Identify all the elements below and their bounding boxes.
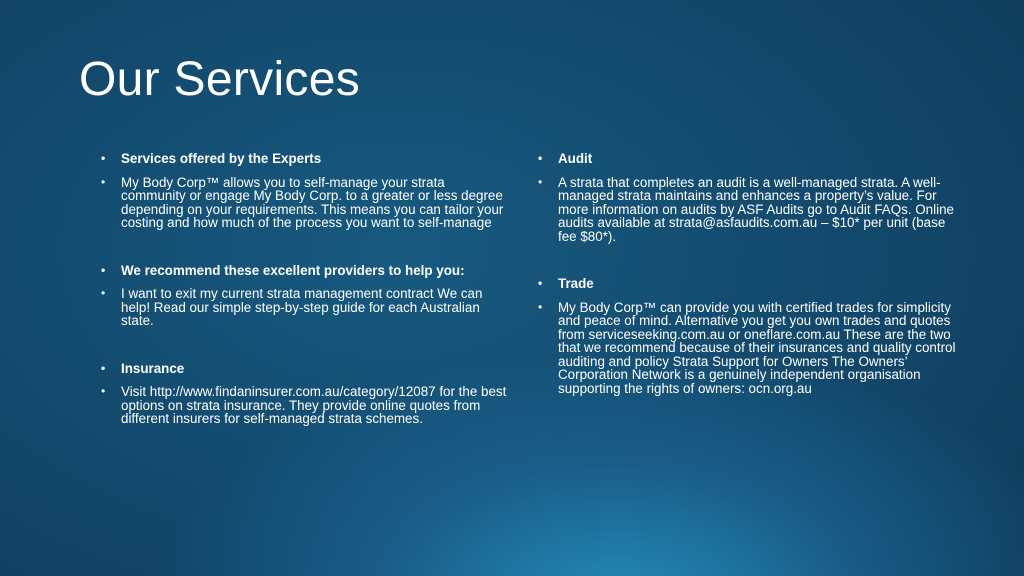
bullet-text: My Body Corp™ can provide you with certified trades for simplicity and peace of mind. Alternative you get you own trades and quotes from serviceseeking.com.au or oneflare.com.au These are the two that we recommend because of their insurances and quality control auditing and policy Strata Support for Owners The Owners’ Corporation Network is a genuinely independent organisation supporting the rights of owners: ocn.org.au bbox=[558, 299, 956, 396]
right-column bbox=[537, 152, 957, 395]
bullet-text: Services offered by the Experts bbox=[121, 151, 322, 166]
bullet-icon: • bbox=[101, 384, 106, 398]
bullet-heading-services bbox=[100, 152, 510, 166]
bullet-body-trade bbox=[537, 301, 957, 396]
right-bullet-list bbox=[537, 152, 957, 395]
bullet-text: My Body Corp™ allows you to self-manage your strata community or engage My Body Corp. to a greater or less degree depending on your requirements. This means you can tailor your costing and how much of the process you want to self-manage bbox=[121, 174, 504, 230]
bullet-heading-providers bbox=[100, 264, 510, 278]
bullet-text: Insurance bbox=[121, 360, 185, 376]
bullet-icon: • bbox=[538, 174, 543, 189]
bullet-icon: • bbox=[101, 360, 106, 375]
bullet-icon: • bbox=[101, 151, 106, 165]
bullet-text: Trade bbox=[558, 276, 594, 291]
bullet-heading-insurance bbox=[100, 362, 510, 376]
bullet-text: Visit http://www.findaninsurer.com.au/category/12087 for the best options on strata insurance. They provide online quotes from different insurers for self-managed strata schemes. bbox=[121, 384, 507, 426]
spacer bbox=[100, 230, 510, 264]
bullet-icon: • bbox=[101, 174, 106, 189]
slide-title: Our Services bbox=[79, 53, 361, 106]
bullet-icon: • bbox=[101, 286, 106, 300]
spacer bbox=[537, 243, 957, 277]
bullet-text: Audit bbox=[558, 151, 593, 166]
bullet-body-exit-contract bbox=[100, 287, 510, 328]
left-bullet-list bbox=[100, 152, 510, 426]
bullet-heading-trade bbox=[537, 277, 957, 291]
bullet-heading-audit bbox=[537, 152, 957, 166]
left-column bbox=[100, 152, 510, 426]
bullet-text: We recommend these excellent providers to help you: bbox=[121, 262, 465, 278]
bullet-icon: • bbox=[538, 151, 543, 165]
bullet-icon: • bbox=[538, 276, 543, 290]
bullet-text: A strata that completes an audit is a well-managed strata. A well-managed strata maintains and enhances a property’s value. For more information on audits by ASF Audits go to Audit FAQs. Online audits available at strata@asfaudits.com.au – $10* per unit (base fee $80*). bbox=[558, 174, 954, 244]
bullet-icon: • bbox=[538, 299, 543, 314]
bullet-text: I want to exit my current strata management contract We can help! Read our simple step-by-step guide for each Australian state. bbox=[121, 286, 483, 328]
bullet-body-audit bbox=[537, 176, 957, 244]
bullet-body-insurance bbox=[100, 385, 510, 426]
spacer bbox=[100, 328, 510, 362]
bullet-icon: • bbox=[101, 262, 106, 277]
bullet-body-self-manage bbox=[100, 176, 510, 230]
